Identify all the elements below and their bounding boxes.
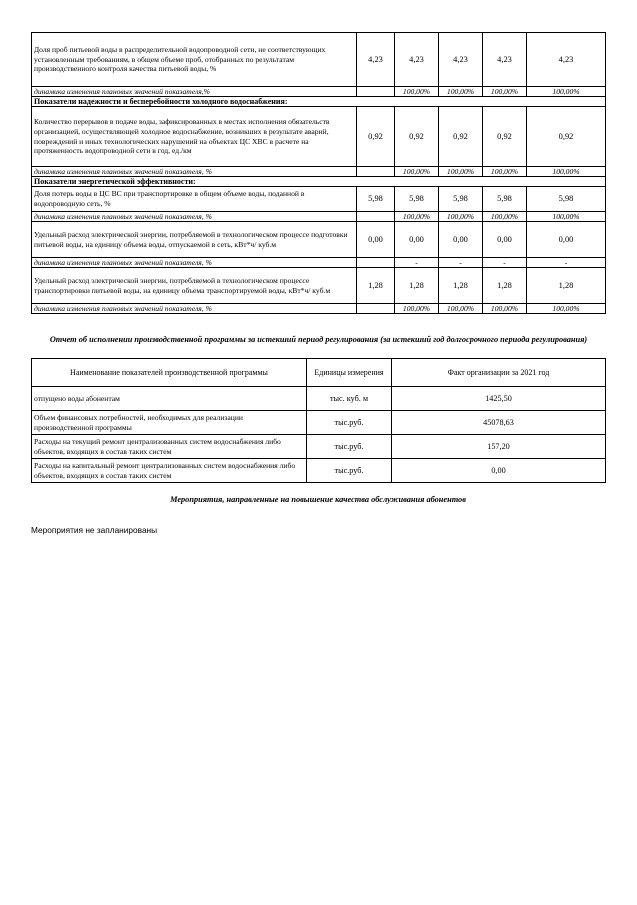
no-measures-text: Мероприятия не запланированы	[31, 525, 158, 535]
indicator-value: 0,00	[357, 222, 395, 258]
indicator-value: 5,98	[357, 187, 395, 212]
indicator-value: 5,98	[527, 187, 606, 212]
indicator-value: 4,23	[395, 33, 439, 87]
indicator-value: 1,28	[527, 268, 606, 304]
indicator-value: 4,23	[483, 33, 527, 87]
report-row-name: Расходы на текущий ремонт централизованных систем водоснабжения либо объектов, входящих в состав таких систем	[32, 435, 307, 459]
report-row-fact: 1425,50	[392, 387, 606, 411]
dynamics-value: 100,00%	[527, 304, 606, 314]
indicator-value: 1,28	[439, 268, 483, 304]
report-row-fact: 0,00	[392, 459, 606, 483]
report-row-name: Расходы на капитальный ремонт централизованных систем водоснабжения либо объектов, входящих в состав таких систем	[32, 459, 307, 483]
indicator-row-water-losses	[32, 187, 606, 212]
indicator-value: 1,28	[483, 268, 527, 304]
indicator-row-energy-transport	[32, 268, 606, 304]
dynamics-value: 100,00%	[483, 87, 527, 97]
dynamics-label: динамика изменения плановых значений показателя, %	[32, 167, 357, 177]
dynamics-value: 100,00%	[483, 304, 527, 314]
report-row-fact: 157,20	[392, 435, 606, 459]
report-row	[32, 387, 606, 411]
dynamics-value: 100,00%	[395, 212, 439, 222]
dynamics-value: -	[439, 258, 483, 268]
dynamics-value	[357, 87, 395, 97]
indicator-name: Удельный расход электрической энергии, потребляемой в технологическом процессе подготовки питьевой воды, на единицу объема воды, отпускаемой в сеть, кВт*ч/ куб.м	[32, 222, 357, 258]
report-row-unit: тыс.руб.	[307, 435, 392, 459]
indicator-value: 0,92	[439, 107, 483, 167]
dynamics-row	[32, 212, 606, 222]
report-row	[32, 411, 606, 435]
dynamics-value: 100,00%	[439, 87, 483, 97]
dynamics-value	[357, 212, 395, 222]
dynamics-value: 100,00%	[395, 87, 439, 97]
indicator-value: 5,98	[395, 187, 439, 212]
indicator-name: Удельный расход электрической энергии, потребляемой в технологическом процессе транспортировки питьевой воды, на единицу объема транспортируемой воды, кВт*ч/ куб.м	[32, 268, 357, 304]
indicator-value: 4,23	[357, 33, 395, 87]
indicator-value: 1,28	[395, 268, 439, 304]
report-row-unit: тыс.руб.	[307, 459, 392, 483]
report-row-name: отпущено воды абонентам	[32, 387, 307, 411]
report-row-unit: тыс.руб.	[307, 411, 392, 435]
dynamics-label: динамика изменения плановых значений показателя, %	[32, 212, 357, 222]
indicator-value: 0,92	[527, 107, 606, 167]
indicator-name: Доля потерь воды в ЦС ВС при транспортировке в общем объеме воды, поданной в водопроводную сеть, %	[32, 187, 357, 212]
report-header-unit: Единицы измерения	[307, 359, 392, 387]
indicator-value: 4,23	[439, 33, 483, 87]
indicator-row-energy-preparation	[32, 222, 606, 258]
report-header-name: Наименование показателей производственной программы	[32, 359, 307, 387]
section-header-reliability	[32, 97, 606, 107]
dynamics-row	[32, 258, 606, 268]
indicator-row-interruptions	[32, 107, 606, 167]
dynamics-row	[32, 167, 606, 177]
dynamics-value: 100,00%	[395, 167, 439, 177]
indicator-name: Доля проб питьевой воды в распределительной водопроводной сети, не соответствующих установленным требованиям, в общем объеме проб, отобранных по результатам производственного контроля качества питьевой воды, %	[32, 33, 357, 87]
dynamics-value: -	[483, 258, 527, 268]
section-title: Показатели надежности и бесперебойности холодного водоснабжения:	[32, 97, 606, 107]
report-row-name: Объем финансовых потребностей, необходимых для реализации производственной программы	[32, 411, 307, 435]
dynamics-value: -	[527, 258, 606, 268]
indicator-value: 0,92	[357, 107, 395, 167]
dynamics-value: 100,00%	[527, 167, 606, 177]
dynamics-value: 100,00%	[439, 304, 483, 314]
report-title: Отчет об исполнении производственной программы за истекший период регулирования (за истекший год долгосрочного периода регулирования)	[49, 335, 588, 344]
dynamics-row	[32, 87, 606, 97]
indicator-value: 0,00	[527, 222, 606, 258]
section-title: Показатели энергетической эффективности:	[32, 177, 606, 187]
dynamics-value: 100,00%	[527, 87, 606, 97]
section-header-energy	[32, 177, 606, 187]
dynamics-value: 100,00%	[395, 304, 439, 314]
dynamics-value: 100,00%	[527, 212, 606, 222]
indicator-value: 0,00	[439, 222, 483, 258]
dynamics-value: 100,00%	[483, 167, 527, 177]
dynamics-label: динамика изменения плановых значений показателя, %	[32, 258, 357, 268]
report-row	[32, 459, 606, 483]
report-header-fact: Факт организации за 2021 год	[392, 359, 606, 387]
dynamics-row	[32, 304, 606, 314]
dynamics-value	[357, 167, 395, 177]
report-row-unit: тыс. куб. м	[307, 387, 392, 411]
report-table	[31, 358, 606, 483]
dynamics-value: 100,00%	[439, 167, 483, 177]
dynamics-value	[357, 304, 395, 314]
dynamics-label: динамика изменения плановых значений показателя,%	[32, 87, 357, 97]
indicator-value: 1,28	[357, 268, 395, 304]
indicator-value: 4,23	[527, 33, 606, 87]
indicator-name: Количество перерывов в подаче воды, зафиксированных в местах исполнения обязательств организацией, осуществляющей холодное водоснабжение, возникших в результате аварий, повреждений и иных технологических нарушений на объектах ЦС ХВС в расчете на протяженность водопроводной сети в год, ед./км	[32, 107, 357, 167]
indicator-value: 0,92	[395, 107, 439, 167]
indicator-value: 0,00	[395, 222, 439, 258]
report-header-row	[32, 359, 606, 387]
dynamics-value	[357, 258, 395, 268]
report-row-fact: 45078,63	[392, 411, 606, 435]
indicator-value: 5,98	[483, 187, 527, 212]
indicator-value: 0,92	[483, 107, 527, 167]
indicator-value: 0,00	[483, 222, 527, 258]
measures-title: Мероприятия, направленные на повышение качества обслуживания абонентов	[170, 495, 466, 504]
dynamics-label: динамика изменения плановых значений показателя, %	[32, 304, 357, 314]
dynamics-value: 100,00%	[439, 212, 483, 222]
indicators-table	[31, 32, 606, 314]
report-row	[32, 435, 606, 459]
dynamics-value: -	[395, 258, 439, 268]
indicator-value: 5,98	[439, 187, 483, 212]
indicator-row-water-samples	[32, 33, 606, 87]
dynamics-value: 100,00%	[483, 212, 527, 222]
